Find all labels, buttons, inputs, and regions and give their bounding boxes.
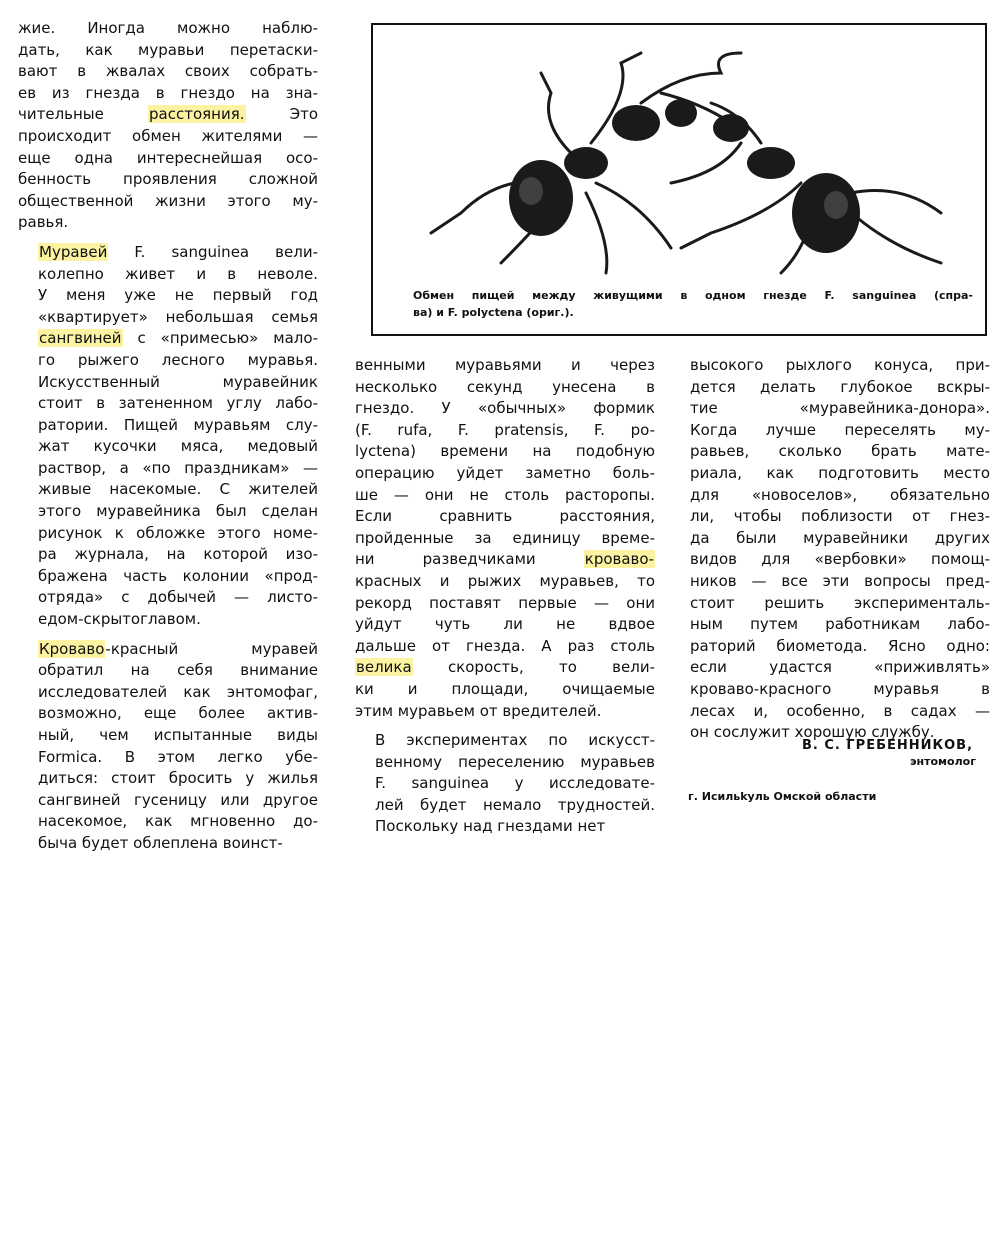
text-segment: отряда» с добычей — листо-	[38, 588, 318, 607]
text-segment: общественной жизни этого му-	[18, 191, 318, 210]
text-line	[18, 307, 318, 329]
text-line	[690, 377, 990, 399]
text-segment: красных и рыжих муравьев, то	[355, 571, 655, 590]
text-line	[690, 549, 990, 571]
text-segment: для «новоселов», обязательно	[690, 485, 990, 504]
text-segment: пройденные за единицу време-	[355, 528, 655, 547]
text-line	[690, 679, 990, 701]
text-line	[18, 587, 318, 609]
text-line	[355, 528, 655, 550]
text-line	[690, 701, 990, 723]
text-segment: уйдут чуть ли не вдвое	[355, 615, 655, 634]
text-line	[18, 212, 318, 234]
text-segment: бенность проявления сложной	[18, 170, 318, 189]
text-line	[690, 485, 990, 507]
text-line	[18, 523, 318, 545]
text-line	[355, 614, 655, 636]
text-line	[355, 549, 655, 571]
text-line	[18, 242, 318, 264]
text-line	[690, 657, 990, 679]
text-segment: Formica. В этом легко убе-	[38, 747, 318, 766]
highlighted-word: расстояния.	[149, 105, 245, 124]
text-segment: ев из гнезда в гнездо на зна-	[18, 83, 318, 102]
text-segment: жат кусочки мяса, медовый	[38, 437, 318, 456]
text-line	[690, 636, 990, 658]
text-line	[355, 752, 655, 774]
text-segment: этим муравьем от вредителей.	[355, 701, 602, 720]
text-segment: скорость, то вели-	[412, 658, 655, 677]
text-segment: равья.	[18, 213, 69, 232]
text-segment: lyctena) времени на подобную	[355, 442, 655, 461]
text-segment: едом-скрытоглавом.	[38, 610, 201, 629]
text-line	[690, 571, 990, 593]
text-line	[355, 355, 655, 377]
author-name: В. С. ГРЕБЕННИКОВ,	[802, 738, 974, 753]
text-segment: возможно, еще более актив-	[38, 704, 318, 723]
highlighted-word: велика	[356, 658, 412, 677]
text-segment: Когда лучше переселять му-	[690, 420, 990, 439]
text-line	[355, 816, 655, 838]
text-line	[690, 398, 990, 420]
text-segment: рисунок к обложке этого номе-	[38, 523, 318, 542]
text-line	[18, 566, 318, 588]
text-line	[355, 463, 655, 485]
text-segment: дальше от гнезда. А раз столь	[355, 636, 655, 655]
text-segment: лей будет немало трудностей.	[375, 795, 655, 814]
text-segment: ратории. Пищей муравьям слу-	[38, 415, 318, 434]
text-segment: стоит в затененном углу лабо-	[38, 394, 318, 413]
text-segment: диться: стоит бросить у жилья	[38, 769, 318, 788]
text-segment: да были муравейники других	[690, 528, 990, 547]
text-line	[355, 636, 655, 658]
text-line	[355, 571, 655, 593]
text-line	[18, 660, 318, 682]
article-column-3	[690, 355, 990, 744]
figure-caption-line: Обмен пищей между живущими в одном гнезде F. sanguinea (спра-	[413, 289, 973, 302]
figure-caption-line: ва) и F. polyctena (ориг.).	[413, 306, 574, 319]
author-role: энтомолог	[910, 755, 976, 768]
text-segment: риала, как подготовить место	[690, 463, 990, 482]
paragraph	[690, 355, 990, 744]
ants-illustration	[381, 33, 977, 283]
text-segment: -красный муравей	[105, 639, 318, 658]
text-segment: чительные	[18, 105, 148, 124]
text-segment: F. sanguinea у исследовате-	[375, 774, 655, 793]
text-line	[690, 420, 990, 442]
text-line	[18, 703, 318, 725]
text-line	[690, 614, 990, 636]
text-segment: F. sanguinea вели-	[108, 242, 318, 261]
text-line	[18, 811, 318, 833]
text-segment: раторий биометода. Ясно одно:	[690, 636, 990, 655]
text-segment: исследователей как энтомофаг,	[38, 682, 318, 701]
text-segment: насекомое, как мгновенно до-	[38, 812, 318, 831]
text-line	[18, 350, 318, 372]
text-segment: колепно живет и в неволе.	[38, 264, 318, 283]
text-line	[355, 795, 655, 817]
text-line	[355, 420, 655, 442]
text-segment: рекорд поставят первые — они	[355, 593, 655, 612]
text-line	[690, 355, 990, 377]
text-line	[18, 609, 318, 631]
text-segment: он сослужит хорошую службу.	[690, 723, 935, 742]
text-segment: В экспериментах по искусст-	[375, 731, 655, 750]
paragraph	[18, 639, 318, 855]
highlighted-word: Кроваво	[39, 639, 105, 658]
text-line	[690, 463, 990, 485]
text-line	[355, 593, 655, 615]
text-line	[18, 479, 318, 501]
text-segment: ный, чем испытанные виды	[38, 726, 318, 744]
text-segment: ным путем работникам лабо-	[690, 615, 990, 634]
article-column-1	[18, 18, 318, 855]
text-line	[355, 441, 655, 463]
text-line	[18, 61, 318, 83]
text-line	[18, 393, 318, 415]
text-segment: У меня уже не первый год	[38, 286, 318, 305]
text-line	[690, 506, 990, 528]
text-segment: происходит обмен жителями —	[18, 126, 318, 145]
text-segment: жие. Иногда можно наблю-	[18, 19, 318, 37]
text-segment: если удастся «приживлять»	[690, 658, 990, 677]
text-segment: несколько секунд унесена в	[355, 377, 655, 396]
text-line	[18, 328, 318, 350]
text-line	[355, 398, 655, 420]
text-segment: ников — все эти вопросы пред-	[690, 571, 990, 590]
highlighted-word: Муравей	[39, 242, 108, 261]
text-segment: Если сравнить расстояния,	[355, 507, 655, 526]
text-segment: дать, как муравьи перетаски-	[18, 40, 318, 59]
text-line	[18, 169, 318, 191]
text-segment: кроваво-красного муравья в	[690, 679, 990, 698]
text-line	[18, 126, 318, 148]
paragraph	[18, 242, 318, 631]
text-segment: тие «муравейника-донора».	[690, 399, 990, 418]
text-line	[18, 264, 318, 286]
text-segment: ки и площади, очищаемые	[355, 679, 655, 698]
text-line	[690, 441, 990, 463]
text-line	[18, 104, 318, 126]
text-line	[18, 40, 318, 62]
text-line	[18, 639, 318, 661]
paragraph	[355, 730, 655, 838]
text-line	[355, 730, 655, 752]
text-segment: стоит решить эксперименталь-	[690, 593, 990, 612]
text-line	[355, 701, 655, 723]
text-segment: высокого рыхлого конуса, при-	[690, 356, 990, 374]
text-line	[18, 372, 318, 394]
text-segment: этого муравейника был сделан	[38, 502, 318, 521]
text-segment: Это	[245, 105, 318, 124]
text-line	[18, 725, 318, 747]
text-line	[18, 285, 318, 307]
text-line	[18, 83, 318, 105]
text-segment: обратил на себя внимание	[38, 661, 318, 680]
text-line	[18, 747, 318, 769]
text-segment: раствор, а «по праздникам» —	[38, 458, 318, 477]
text-line	[18, 148, 318, 170]
text-segment: быча будет облеплена воинст-	[38, 833, 283, 852]
text-segment: вают в жвалах своих собрать-	[18, 62, 318, 81]
text-line	[18, 544, 318, 566]
text-line	[18, 458, 318, 480]
text-segment: го рыжего лесного муравья.	[38, 350, 318, 369]
text-line	[18, 436, 318, 458]
text-segment: с «примесью» мало-	[122, 329, 318, 348]
text-segment: дется делать глубокое вскры-	[690, 377, 990, 396]
highlighted-word: кроваво-	[584, 550, 654, 569]
highlighted-word: сангвиней	[39, 329, 122, 348]
text-segment: лесах и, особенно, в садах —	[690, 701, 990, 720]
text-segment: (F. rufa, F. pratensis, F. po-	[355, 420, 655, 439]
text-line	[18, 768, 318, 790]
text-line	[355, 657, 655, 679]
text-line	[355, 377, 655, 399]
text-segment: Искусственный муравейник	[38, 372, 318, 391]
paragraph	[18, 18, 318, 234]
text-line	[18, 415, 318, 437]
text-line	[18, 790, 318, 812]
text-line	[355, 485, 655, 507]
text-segment: ше — они не столь расторопы.	[355, 485, 655, 504]
text-line	[690, 593, 990, 615]
text-segment: равьев, сколько брать мате-	[690, 442, 990, 461]
text-segment: ни разведчиками	[355, 550, 584, 569]
text-segment: сангвиней гусеницу или другое	[38, 790, 318, 809]
text-segment: живые насекомые. С жителей	[38, 480, 318, 499]
figure-caption	[413, 287, 973, 321]
text-segment: видов для «вербовки» помощ-	[690, 550, 990, 569]
text-segment: венными муравьями и через	[355, 356, 655, 374]
ant-figure	[371, 23, 987, 336]
text-line	[355, 506, 655, 528]
text-line	[690, 528, 990, 550]
text-segment: гнездо. У «обычных» формик	[355, 399, 655, 418]
text-segment: ли, чтобы поблизости от гнез-	[690, 507, 990, 526]
text-line	[18, 833, 318, 855]
text-line	[18, 501, 318, 523]
text-segment: венному переселению муравьев	[375, 752, 655, 771]
text-line	[18, 191, 318, 213]
text-line	[18, 18, 318, 40]
text-segment: «квартирует» небольшая семья	[38, 307, 318, 326]
text-line	[355, 773, 655, 795]
paragraph	[355, 355, 655, 722]
text-segment: Поскольку над гнездами нет	[375, 817, 606, 836]
article-column-2	[355, 355, 655, 838]
text-line	[18, 682, 318, 704]
text-segment: операцию уйдет заметно боль-	[355, 463, 655, 482]
text-segment: ра журнала, на которой изо-	[38, 545, 318, 564]
text-segment: еще одна интереснейшая осо-	[18, 148, 318, 167]
text-line	[355, 679, 655, 701]
author-place: г. Исильkуль Омской области	[688, 790, 877, 803]
text-segment: бражена часть колонии «прод-	[38, 566, 318, 585]
